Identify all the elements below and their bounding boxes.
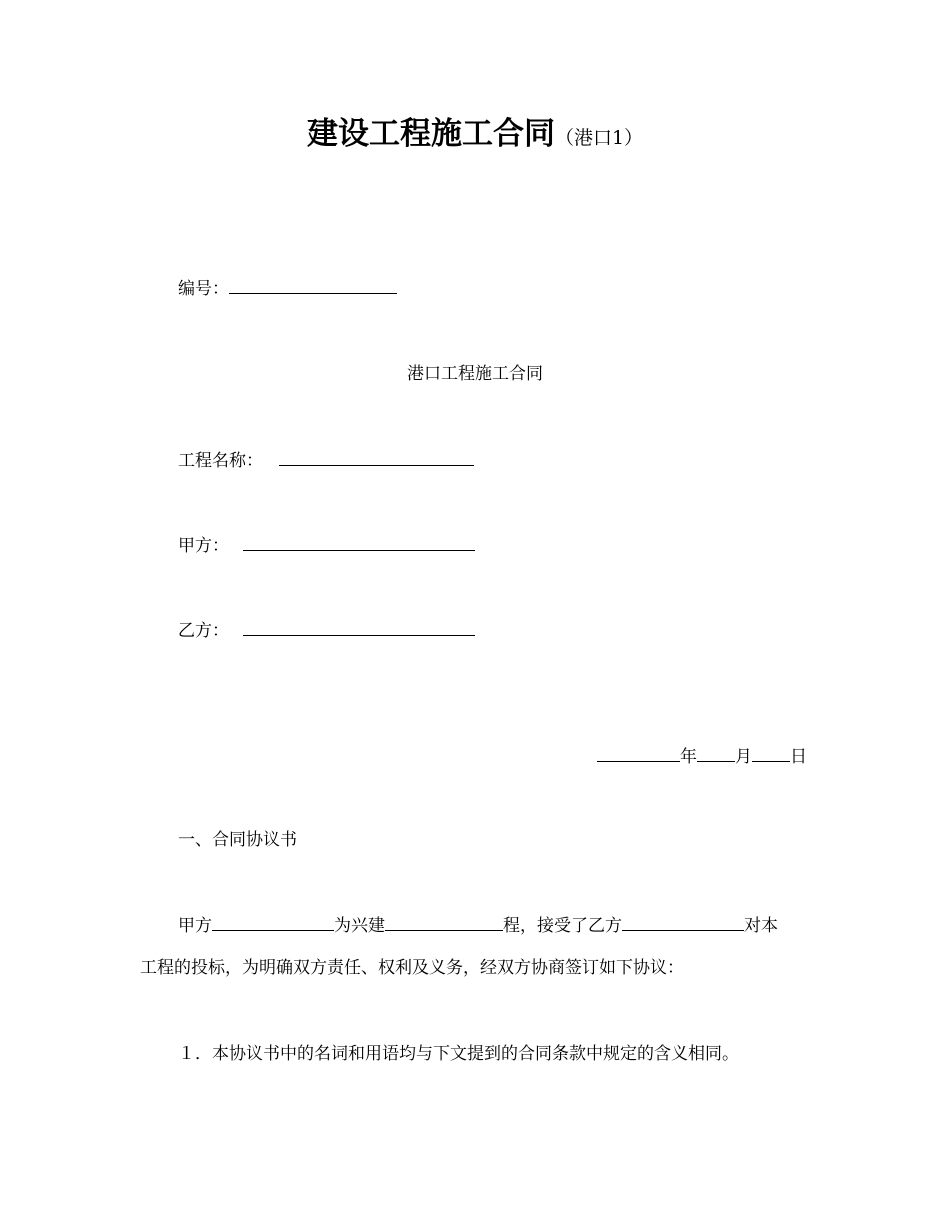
- contract-number-row: [178, 276, 397, 301]
- project-name-label: 工程名称：: [178, 451, 263, 471]
- agreement-part-4: 对本: [744, 916, 778, 936]
- party-b-label: 乙方：: [178, 621, 229, 641]
- agreement-part-1: 甲方: [178, 916, 212, 936]
- document-title: [0, 112, 950, 161]
- clause-1: １．本协议书中的名词和用语均与下文提到的合同条款中规定的含义相同。: [178, 1044, 739, 1064]
- date-row: [597, 744, 807, 769]
- month-blank: [697, 744, 735, 762]
- year-blank: [597, 744, 680, 762]
- party-b-blank: [243, 618, 475, 636]
- title-suffix: （港口1）: [554, 127, 644, 149]
- project-blank: [385, 913, 503, 931]
- project-name-blank: [279, 448, 474, 466]
- party-a-name-blank: [212, 913, 334, 931]
- contract-number-blank: [229, 276, 397, 294]
- title-main: 建设工程施工合同: [306, 116, 555, 152]
- agreement-part-2: 为兴建: [334, 916, 385, 936]
- party-b-name-blank: [622, 913, 744, 931]
- party-a-row: [178, 533, 475, 558]
- contract-number-label: 编号：: [178, 279, 229, 299]
- month-label: 月: [735, 747, 752, 767]
- year-label: 年: [680, 747, 697, 767]
- agreement-line-1: [178, 913, 778, 938]
- document-subtitle: 港口工程施工合同: [407, 364, 543, 384]
- agreement-line-2: 工程的投标，为明确双方责任、权利及义务，经双方协商签订如下协议：: [140, 958, 684, 978]
- project-name-row: [178, 448, 474, 473]
- agreement-part-3: 程，接受了乙方: [503, 916, 622, 936]
- party-a-label: 甲方：: [178, 536, 229, 556]
- party-b-row: [178, 618, 475, 643]
- party-a-blank: [243, 533, 475, 551]
- section-heading: 一、合同协议书: [178, 830, 297, 850]
- day-label: 日: [790, 747, 807, 767]
- day-blank: [752, 744, 790, 762]
